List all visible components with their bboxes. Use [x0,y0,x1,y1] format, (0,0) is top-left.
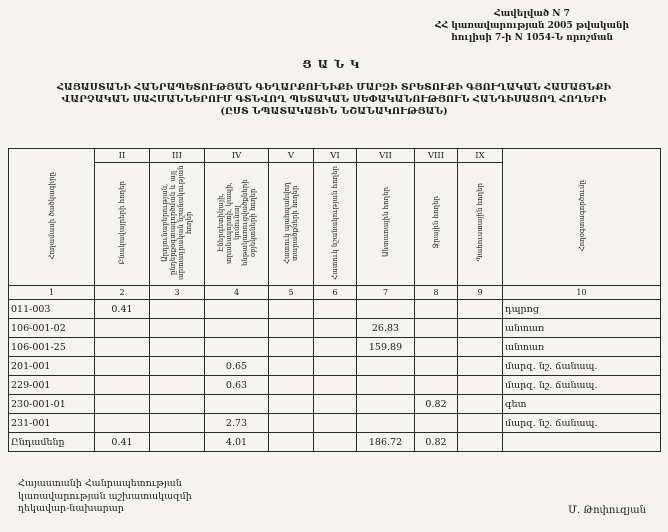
total-label-cell: Ընդամենը [9,433,95,452]
total-value-cell [269,433,314,452]
value-cell: 26.83 [357,319,415,338]
list-heading: ՑԱՆԿ [302,58,366,71]
value-cell: 0.82 [415,395,458,414]
value-cell [95,395,150,414]
col-header-parcel-code-label: Հողամասի ծածկագիրը [47,171,56,260]
signatory-title-block [18,478,192,516]
value-cell: 2.73 [205,414,269,433]
col-number: 7 [357,286,415,300]
title-line-3: (ԸՍՏ ՆՊԱՏԱԿԱՅԻՆ ՆՇԱՆԱԿՈՒԹՅԱՆ) [220,106,448,117]
title-line-1: ՀԱՅԱՍՏԱՆԻ ՀԱՆՐԱՊԵՏՈՒԹՅԱՆ ԳԵՂԱՐՔՈՒՆԻՔԻ ՄԱՐԶԻ ՏՐԵՏՈՒՔԻ ԳՅՈՒՂԱԿԱՆ ՀԱՄԱՅՆՔԻ [56,82,612,93]
col-header-land-use-label: Հողօգտագործումը [577,179,586,252]
col-header-special-lands: Հատուկ նշանակության հողեր [314,163,357,286]
document-title [0,82,668,118]
roman-iii: III [150,149,205,163]
value-cell [314,376,357,395]
value-cell [458,357,503,376]
col-header-water-lands: Ջրային հողեր [415,163,458,286]
table-row [9,395,661,414]
col-header-reserve-lands: Պահուստային հողեր [458,163,503,286]
col-number: 2 [95,286,150,300]
total-value-cell [458,433,503,452]
parcel-code-cell: 106-001-25 [9,338,95,357]
col-header-forest-lands: Անտառային հողեր [357,163,415,286]
value-cell [415,357,458,376]
value-cell [150,319,205,338]
col-header-infrastructure-lands: Էներգետիկայի, տրանսպորտի, կապի, կոմունալ ենթակառուցվածքների օբյեկտների հողեր [205,163,269,286]
note-cell: մարզ. նշ. ճանապ. [503,414,661,433]
annex-reference-block [406,8,658,44]
total-value-cell [314,433,357,452]
roman-ii: II [95,149,150,163]
roman-vii: VII [357,149,415,163]
note-cell: անտառ [503,338,661,357]
total-value-cell: 186.72 [357,433,415,452]
value-cell [357,357,415,376]
value-cell [95,414,150,433]
annex-line-3: հուլիսի 7-ի N 1054-Ն որոշման [451,33,613,43]
value-cell [205,319,269,338]
parcel-code-cell: 231-001 [9,414,95,433]
value-cell [150,300,205,319]
table-row [9,376,661,395]
value-cell [458,300,503,319]
roman-v: V [269,149,314,163]
value-cell [269,376,314,395]
annex-line-1: Հավելված N 7 [494,9,570,19]
col-number: 6 [314,286,357,300]
value-cell [150,395,205,414]
land-table-wrapper [8,148,661,452]
value-cell [415,300,458,319]
value-cell [314,319,357,338]
value-cell [269,357,314,376]
value-cell [150,338,205,357]
col-number: 10 [503,286,661,300]
value-cell [95,357,150,376]
value-cell [269,395,314,414]
value-cell: 0.63 [205,376,269,395]
col-number: 5 [269,286,314,300]
value-cell [357,300,415,319]
value-cell [314,300,357,319]
value-cell [458,395,503,414]
value-cell [95,338,150,357]
parcel-code-cell: 011-003 [9,300,95,319]
col-number: 4 [205,286,269,300]
col-header-settlement-lands: Բնակավայրերի հողեր [95,163,150,286]
col-header-parcel-code [9,149,95,286]
column-numbers-row [9,286,661,300]
note-cell: մարզ. նշ. ճանապ. [503,357,661,376]
value-cell [314,338,357,357]
value-cell: 159.89 [357,338,415,357]
value-cell [415,376,458,395]
value-cell [205,338,269,357]
parcel-code-cell: 229-001 [9,376,95,395]
value-cell [415,319,458,338]
col-number: 8 [415,286,458,300]
table-row [9,319,661,338]
annex-line-2: ՀՀ կառավարության 2005 թվականի [435,21,629,31]
value-cell [458,376,503,395]
total-value-cell: 0.41 [95,433,150,452]
footer-line-2: կառավարության աշխատակազմի [18,490,192,502]
total-note-cell [503,433,661,452]
value-cell: 0.65 [205,357,269,376]
value-cell [415,414,458,433]
table-row [9,357,661,376]
value-cell [458,319,503,338]
note-cell: անտառ [503,319,661,338]
roman-ix: IX [458,149,503,163]
value-cell [205,300,269,319]
col-number: 1 [9,286,95,300]
value-cell [357,414,415,433]
value-cell [205,395,269,414]
value-cell [357,376,415,395]
value-cell [415,338,458,357]
value-cell [150,414,205,433]
note-cell: դպրոց [503,300,661,319]
total-value-cell: 0.82 [415,433,458,452]
signatory-name: Մ. Թոփուզյան [568,505,646,516]
table-row [9,300,661,319]
roman-numerals-row [9,149,661,163]
value-cell [458,414,503,433]
value-cell [269,300,314,319]
value-cell [269,319,314,338]
table-row [9,414,661,433]
total-value-cell [150,433,205,452]
col-number: 3 [150,286,205,300]
col-number: 9 [458,286,503,300]
value-cell [269,338,314,357]
value-cell: 0.41 [95,300,150,319]
parcel-code-cell: 106-001-02 [9,319,95,338]
total-row [9,433,661,452]
roman-vi: VI [314,149,357,163]
value-cell [357,395,415,414]
value-cell [95,376,150,395]
value-cell [150,376,205,395]
value-cell [150,357,205,376]
title-line-2: ՎԱՐՉԱԿԱՆ ՍԱՀՄԱՆՆԵՐՈՒՄ ԳՏՆՎՈՂ ՊԵՏԱԿԱՆ ՍԵՓԱԿԱՆՈՒԹՅՈՒՆ ՀԱՆԴԻՍԱՑՈՂ ՀՈՂԵՐԻ [61,94,607,105]
parcel-code-cell: 201-001 [9,357,95,376]
note-cell: գետ [503,395,661,414]
value-cell [458,338,503,357]
table-row [9,338,661,357]
land-parcels-table [8,148,661,452]
value-cell [269,414,314,433]
value-cell [314,357,357,376]
roman-iv: IV [205,149,269,163]
footer-line-1: Հայաստանի Հանրապետության [18,478,182,489]
roman-viii: VIII [415,149,458,163]
footer-line-3: ղեկավար-նախարար [18,503,124,514]
col-header-protected-lands: Հատուկ պահպանվող տարածքների հողեր [269,163,314,286]
value-cell [95,319,150,338]
col-header-land-use [503,149,661,286]
col-header-industrial-lands: Արդյունաբերության, ընդերքօգտագործման և այլ արտադրական նշանակության հողեր [150,163,205,286]
total-value-cell: 4.01 [205,433,269,452]
value-cell [314,395,357,414]
note-cell: մարզ. նշ. ճանապ. [503,376,661,395]
value-cell [314,414,357,433]
parcel-code-cell: 230-001-01 [9,395,95,414]
